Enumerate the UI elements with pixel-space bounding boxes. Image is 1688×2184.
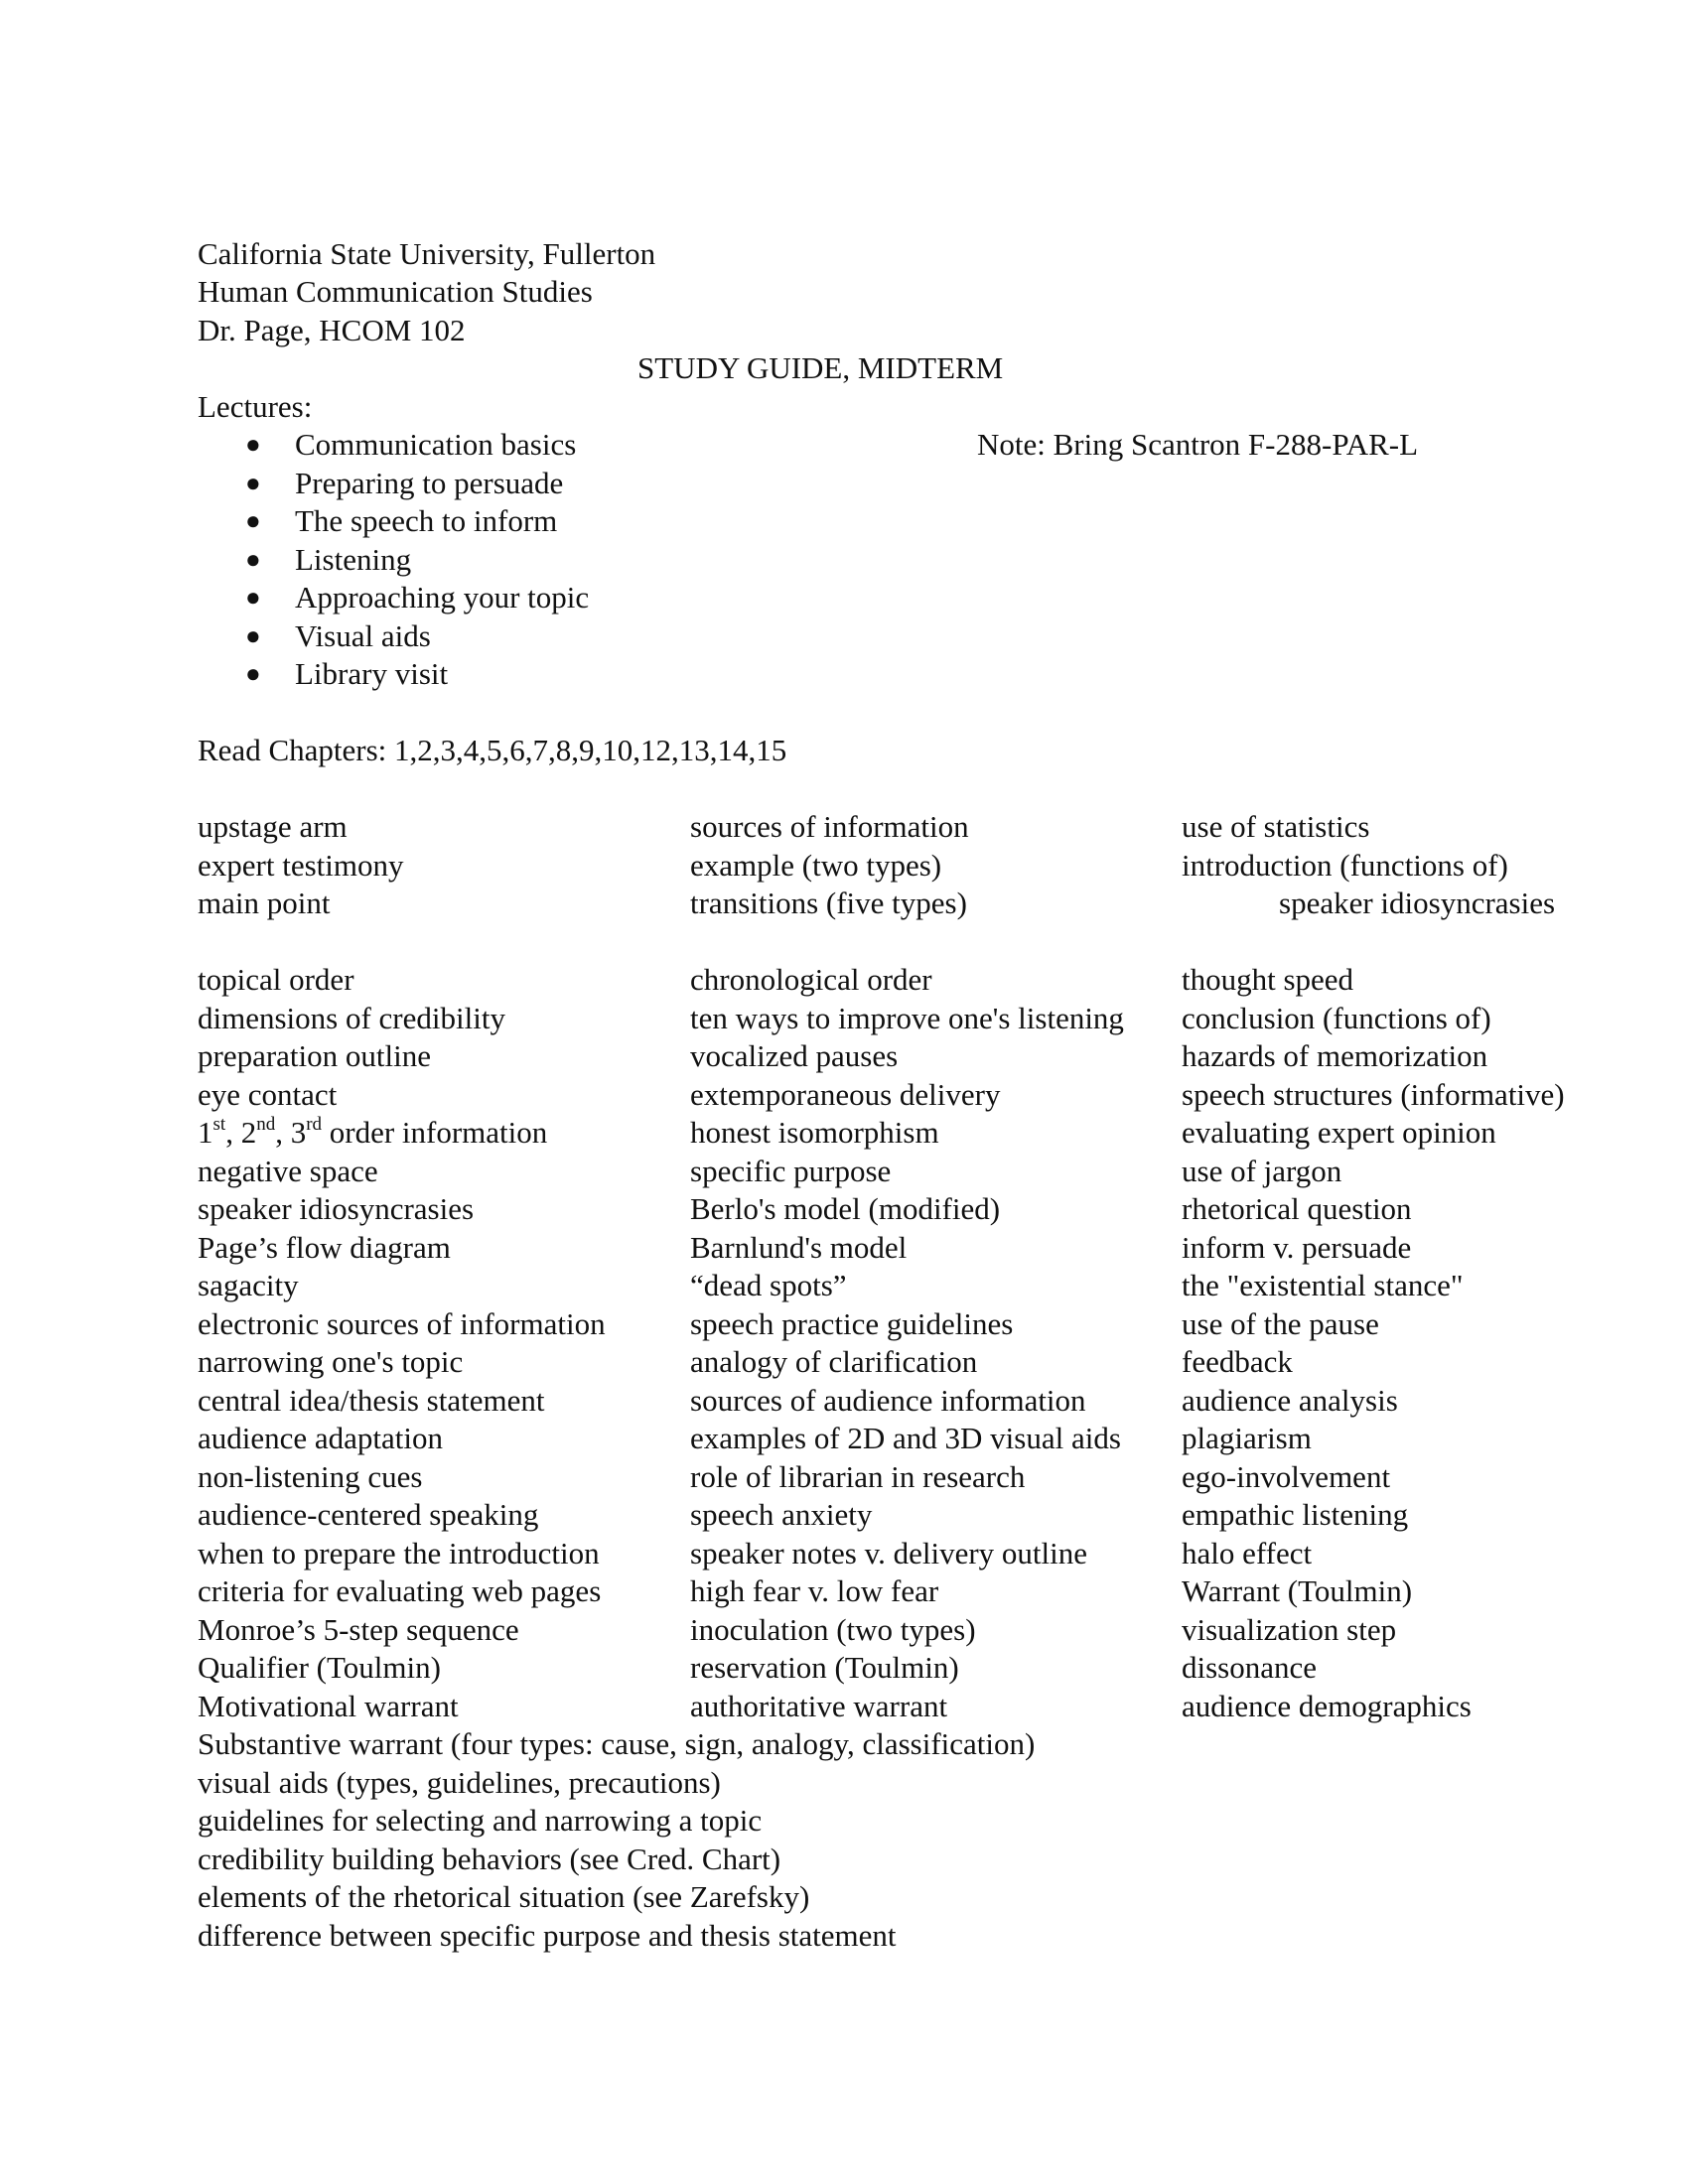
term-item: central idea/thesis statement (198, 1383, 545, 1418)
term-item: the "existential stance" (1182, 1268, 1464, 1302)
term-item: inform v. persuade (1182, 1230, 1412, 1265)
lecture-item: Communication basics (295, 427, 577, 462)
lecture-item: Listening (295, 542, 412, 577)
term-item: visualization step (1182, 1612, 1397, 1647)
term-item: evaluating expert opinion (1182, 1115, 1496, 1150)
order-information-term: 1st, 2nd, 3rd order information (198, 1113, 548, 1150)
long-term-item: elements of the rhetorical situation (see Zarefsky) (198, 1879, 810, 1914)
term-item: narrowing one's topic (198, 1344, 464, 1379)
term-item: speech structures (informative) (1182, 1077, 1565, 1112)
term-item: Berlo's model (modified) (690, 1191, 1001, 1226)
term-item: rhetorical question (1182, 1191, 1412, 1226)
lecture-item: The speech to inform (295, 503, 558, 538)
bullet-icon: ● (245, 659, 261, 688)
instructor-course: Dr. Page, HCOM 102 (198, 313, 466, 347)
term-item: use of statistics (1182, 809, 1370, 844)
term-item: authoritative warrant (690, 1689, 948, 1723)
term-item: topical order (198, 962, 354, 997)
scantron-note: Note: Bring Scantron F-288-PAR-L (977, 427, 1419, 462)
term-item: eye contact (198, 1077, 338, 1112)
term-item: “dead spots” (690, 1268, 847, 1302)
term-item: sources of audience information (690, 1383, 1086, 1418)
term-item: thought speed (1182, 962, 1354, 997)
term-item: criteria for evaluating web pages (198, 1573, 602, 1608)
term-item: sources of information (690, 809, 969, 844)
term-item: audience demographics (1182, 1689, 1472, 1723)
lectures-label: Lectures: (198, 389, 313, 424)
term-item: Barnlund's model (690, 1230, 908, 1265)
term-item: chronological order (690, 962, 932, 997)
term-item: when to prepare the introduction (198, 1536, 600, 1570)
lecture-item: Preparing to persuade (295, 466, 564, 500)
term-item: hazards of memorization (1182, 1038, 1488, 1073)
lecture-item: Approaching your topic (295, 580, 590, 614)
long-term-item: Substantive warrant (four types: cause, sign, analogy, classification) (198, 1726, 1036, 1761)
long-term-item: visual aids (types, guidelines, precautions) (198, 1765, 721, 1800)
term-item: upstage arm (198, 809, 348, 844)
reading-chapters: Read Chapters: 1,2,3,4,5,6,7,8,9,10,12,13,14,15 (198, 733, 787, 767)
term-item: plagiarism (1182, 1421, 1312, 1455)
term-item: audience-centered speaking (198, 1497, 539, 1532)
term-item: feedback (1182, 1344, 1293, 1379)
long-term-item: guidelines for selecting and narrowing a topic (198, 1803, 763, 1838)
bullet-icon: ● (245, 621, 261, 650)
term-item: Monroe’s 5-step sequence (198, 1612, 519, 1647)
term-item: halo effect (1182, 1536, 1313, 1570)
term-item: conclusion (functions of) (1182, 1001, 1491, 1035)
term-item: use of jargon (1182, 1154, 1342, 1188)
page-title: STUDY GUIDE, MIDTERM (637, 350, 1004, 385)
term-item: dissonance (1182, 1650, 1318, 1685)
term-item: Qualifier (Toulmin) (198, 1650, 441, 1685)
term-item: negative space (198, 1154, 378, 1188)
term-item: transitions (five types) (690, 886, 967, 920)
bullet-icon: ● (245, 583, 261, 612)
term-item: reservation (Toulmin) (690, 1650, 959, 1685)
bullet-icon: ● (245, 545, 261, 574)
term-item: analogy of clarification (690, 1344, 978, 1379)
term-item: main point (198, 886, 331, 920)
term-item: audience adaptation (198, 1421, 444, 1455)
term-item: honest isomorphism (690, 1115, 939, 1150)
term-item: sagacity (198, 1268, 299, 1302)
long-term-item: credibility building behaviors (see Cred. Chart) (198, 1842, 781, 1876)
term-item: inoculation (two types) (690, 1612, 976, 1647)
term-item: dimensions of credibility (198, 1001, 505, 1035)
bullet-icon: ● (245, 506, 261, 535)
term-item: introduction (functions of) (1182, 848, 1508, 883)
term-item: speaker idiosyncrasies (1279, 886, 1556, 920)
term-item: ten ways to improve one's listening (690, 1001, 1124, 1035)
term-item: electronic sources of information (198, 1306, 606, 1341)
bullet-icon: ● (245, 430, 261, 459)
term-item: speaker idiosyncrasies (198, 1191, 475, 1226)
term-item: Page’s flow diagram (198, 1230, 451, 1265)
long-term-item: difference between specific purpose and thesis statement (198, 1918, 897, 1953)
term-item: empathic listening (1182, 1497, 1409, 1532)
term-item: role of librarian in research (690, 1459, 1026, 1494)
term-item: use of the pause (1182, 1306, 1379, 1341)
term-item: Warrant (Toulmin) (1182, 1573, 1413, 1608)
department-name: Human Communication Studies (198, 274, 593, 309)
term-item: ego-involvement (1182, 1459, 1391, 1494)
term-item: high fear v. low fear (690, 1573, 939, 1608)
term-item: preparation outline (198, 1038, 431, 1073)
term-item: speaker notes v. delivery outline (690, 1536, 1088, 1570)
term-item: extemporaneous delivery (690, 1077, 1001, 1112)
term-item: example (two types) (690, 848, 942, 883)
term-item: audience analysis (1182, 1383, 1398, 1418)
term-item: speech anxiety (690, 1497, 873, 1532)
lecture-item: Visual aids (295, 618, 431, 653)
lecture-item: Library visit (295, 656, 449, 691)
bullet-icon: ● (245, 469, 261, 497)
term-item: Motivational warrant (198, 1689, 459, 1723)
term-item: specific purpose (690, 1154, 892, 1188)
term-item: examples of 2D and 3D visual aids (690, 1421, 1121, 1455)
term-item: vocalized pauses (690, 1038, 899, 1073)
term-item: speech practice guidelines (690, 1306, 1014, 1341)
university-name: California State University, Fullerton (198, 236, 656, 271)
term-item: non-listening cues (198, 1459, 423, 1494)
term-item: expert testimony (198, 848, 404, 883)
